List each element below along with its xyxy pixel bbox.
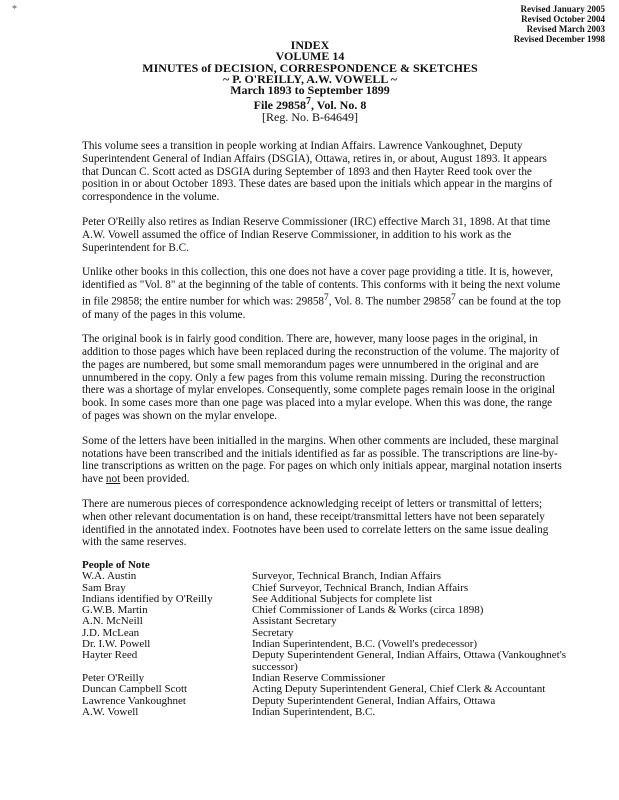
file-suffix: , Vol. No. 8 (310, 98, 367, 113)
paragraph-transition: This volume sees a transition in people working at Indian Affairs. Lawrence Vankoughnet, Deputy Superintendent General of Indian Affairs (DSGIA), Ottawa, retires in, or about, August 1893. It appears that Duncan C. Scott acted as DSGIA during September of 1893 and then Hayter Reed took over the position in or about October 1893. These dates are based upon the initials which appear in the margins of correspondence in the volume. (82, 140, 553, 204)
title-names: ~ P. O'REILLY, A.W. VOWELL ~ (223, 71, 397, 86)
person-row (82, 650, 582, 673)
person-name: Lawrence Vankoughnet (82, 694, 186, 707)
person-role: Indian Superintendent, B.C. (252, 705, 376, 718)
person-role: Deputy Superintendent General, Indian Affairs, Ottawa (Vankoughnet's successor) (252, 649, 566, 673)
person-name: Dr. I.W. Powell (82, 638, 151, 651)
person-role: Secretary (252, 626, 294, 639)
revision-line: Revised March 2003 (526, 24, 605, 34)
people-of-note (82, 560, 582, 718)
person-row (82, 684, 582, 695)
paragraph-text: Some of the letters have been initialled in the margins. When other comments are included, these marginal notations have been transcribed and the initials identified as far as possible. The transcriptions are line-by-line transcriptions as written on the page. For pages on which only initials appear, marginal notation inserts have (82, 434, 562, 486)
revision-line: Revised October 2004 (521, 14, 605, 24)
paragraph-text: been provided. (120, 473, 190, 486)
title-block (100, 40, 520, 123)
person-role: Indian Superintendent, B.C. (Vowell's predecessor) (252, 638, 478, 651)
person-role: Assistant Secretary (252, 615, 337, 628)
superscript: 7 (451, 292, 456, 303)
paragraph-text: , Vol. 8. The number 29858 (328, 295, 452, 308)
person-row (82, 571, 582, 582)
file-prefix: File 29858 (253, 98, 306, 113)
file-superscript: 7 (305, 96, 311, 108)
person-role: Acting Deputy Superintendent General, Chief Clerk & Accountant (252, 683, 546, 696)
paragraph-condition: The original book is in fairly good condition. There are, however, many loose pages in the original, in addition to those pages which have been replaced during the reconstruction of the volume. The majority of the pages are numbered, but some small memorandum pages were unnumbered in the original and are unnumbered in the copy. Only a few pages from this volume remain missing. During the reconstruction there was a shortage of mylar envelopes. Consequently, some complete pages remain loose in the original book. In some cases more than one page was placed into a mylar evelope. When this was done, the range of pages was shown on the mylar envelope. (82, 333, 560, 423)
title-dates: March 1893 to September 1899 (230, 83, 390, 98)
person-name: Sam Bray (82, 581, 126, 594)
person-name: Duncan Campbell Scott (82, 683, 188, 696)
person-role: See Additional Subjects for complete list (252, 592, 432, 605)
revision-line: Revised December 1998 (513, 34, 605, 44)
paragraph-volume-identification (82, 266, 562, 321)
person-role: Indian Reserve Commissioner (252, 671, 386, 684)
person-name: G.W.B. Martin (82, 604, 148, 617)
revision-history (514, 4, 605, 44)
people-list (82, 571, 582, 718)
person-name: J.D. McLean (82, 626, 140, 639)
title-registration: [Reg. No. B-64649] (262, 109, 358, 124)
person-role: Chief Surveyor, Technical Branch, Indian Affairs (252, 581, 469, 594)
paragraph-text: Unlike other books in this collection, this one does not have a cover page providing a title. It is, however, identified as "Vol. 8" at the beginning of the table of contents. This conforms with it being the next volume in file 29858; the entire number for which was: 29858 (82, 266, 561, 308)
paragraph-initials (82, 435, 562, 486)
person-role: Surveyor, Technical Branch, Indian Affairs (252, 570, 441, 583)
person-name: A.N. McNeill (82, 615, 143, 628)
person-role: Chief Commissioner of Lands & Works (circa 1898) (252, 604, 484, 617)
paragraph-correspondence: There are numerous pieces of correspondence acknowledging receipt of letters or transmittal of letters; when other relevant documentation is on hand, these receipt/transmittal letters have not been separately identified in the annotated index. Footnotes have been used to correlate letters on the same issue dealing with the same reserves. (82, 498, 549, 549)
revision-line: Revised January 2005 (520, 4, 605, 14)
person-name: Indians identified by O'Reilly (82, 592, 213, 605)
paragraph-text: can be found at the top of many of the pages in this volume. (82, 295, 561, 321)
person-row (82, 707, 582, 718)
people-heading: People of Note (82, 559, 150, 571)
underlined-word: not (105, 473, 121, 486)
person-role: Deputy Superintendent General, Indian Affairs, Ottawa (252, 694, 496, 707)
title-volume: VOLUME 14 (275, 49, 345, 64)
corner-mark: * (12, 4, 17, 15)
person-name: W.A. Austin (82, 570, 137, 583)
title-index: INDEX (290, 38, 330, 52)
superscript: 7 (324, 292, 329, 303)
paragraph-oreilly-retirement: Peter O'Reilly also retires as Indian Reserve Commissioner (IRC) effective March 31, 1898. At that time A.W. Vowell assumed the office of Indian Reserve Commissioner, in addition to his work as the Superintendent for B.C. (82, 215, 551, 254)
person-name: Peter O'Reilly (82, 671, 145, 684)
body-text (82, 140, 562, 561)
person-row (82, 616, 582, 627)
title-minutes: MINUTES of DECISION, CORRESPONDENCE & SKETCHES (142, 60, 478, 75)
person-name: Hayter Reed (82, 649, 138, 662)
person-name: A.W. Vowell (82, 705, 139, 718)
